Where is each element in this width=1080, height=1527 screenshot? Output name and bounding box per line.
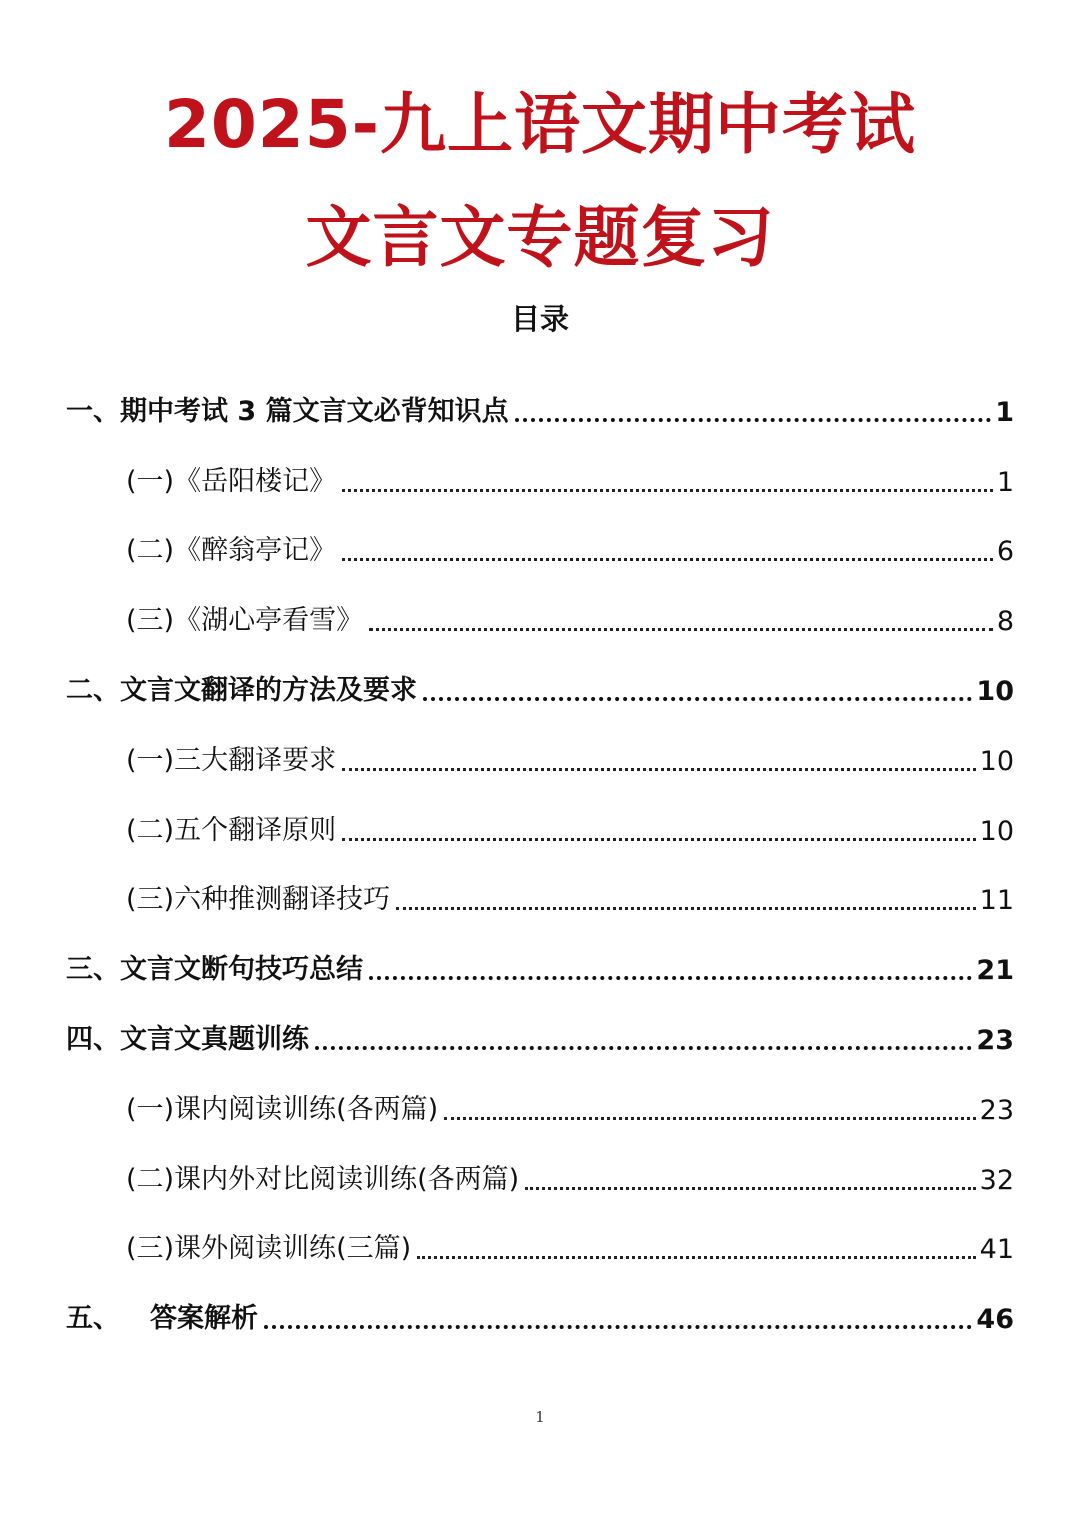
toc-entry-2-3[interactable] xyxy=(66,855,1014,925)
dot-leader xyxy=(369,964,972,980)
toc-entry-label: 一、期中考试 3 篇文言文必背知识点 xyxy=(66,395,509,427)
toc-entry-2-1[interactable] xyxy=(66,715,1014,785)
toc-entry-page: 8 xyxy=(996,606,1014,638)
document-title-line-1: 2025-九上语文期中考试 xyxy=(163,86,917,163)
page-number: 1 xyxy=(535,1408,545,1426)
toc-entry-page: 1 xyxy=(995,396,1014,428)
dot-leader xyxy=(342,756,976,771)
table-of-contents xyxy=(66,366,1014,1343)
toc-entry-2-2[interactable] xyxy=(66,785,1014,855)
document-title-line-2: 文言文专题复习 xyxy=(305,199,775,276)
toc-entry-1-3[interactable] xyxy=(66,575,1014,645)
toc-entry-page: 1 xyxy=(996,466,1014,498)
toc-entry-page: 32 xyxy=(979,1164,1014,1196)
toc-entry-1-1[interactable] xyxy=(66,436,1014,506)
toc-entry-label: 答案解析 xyxy=(150,1303,258,1335)
toc-entry-3[interactable] xyxy=(66,924,1014,994)
dot-leader xyxy=(264,1313,972,1329)
toc-entry-label: (二)五个翻译原则 xyxy=(126,814,337,846)
dot-leader xyxy=(342,826,976,841)
toc-entry-2[interactable] xyxy=(66,645,1014,715)
toc-entry-4[interactable] xyxy=(66,994,1014,1064)
dot-leader xyxy=(342,546,993,561)
toc-entry-page: 46 xyxy=(976,1304,1014,1336)
toc-entry-label: 三、文言文断句技巧总结 xyxy=(66,954,363,986)
dot-leader xyxy=(423,685,972,701)
dot-leader xyxy=(396,895,976,910)
toc-entry-label: (三)《湖心亭看雪》 xyxy=(126,605,364,637)
dot-leader xyxy=(315,1034,972,1050)
toc-heading: 目录 xyxy=(510,302,569,336)
toc-entry-label: (三)六种推测翻译技巧 xyxy=(126,884,391,916)
toc-entry-page: 6 xyxy=(996,536,1014,568)
toc-entry-page: 10 xyxy=(976,675,1014,707)
dot-leader xyxy=(417,1244,976,1259)
toc-entry-4-3[interactable] xyxy=(66,1204,1014,1274)
dot-leader xyxy=(515,406,992,422)
toc-entry-label: (一)《岳阳楼记》 xyxy=(126,465,337,497)
toc-entry-4-2[interactable] xyxy=(66,1134,1014,1204)
toc-entry-label: (二)课内外对比阅读训练(各两篇) xyxy=(126,1163,520,1195)
toc-entry-label: (二)《醉翁亭记》 xyxy=(126,535,337,567)
toc-entry-4-1[interactable] xyxy=(66,1064,1014,1134)
toc-entry-page: 11 xyxy=(979,885,1014,917)
toc-entry-label: 二、文言文翻译的方法及要求 xyxy=(66,674,417,706)
dot-leader xyxy=(369,616,993,631)
toc-entry-page: 23 xyxy=(979,1094,1014,1126)
toc-entry-page: 41 xyxy=(979,1234,1014,1266)
toc-entry-page: 23 xyxy=(976,1024,1014,1056)
toc-entry-page: 21 xyxy=(976,955,1014,987)
toc-entry-1[interactable] xyxy=(66,366,1014,436)
toc-entry-1-2[interactable] xyxy=(66,506,1014,576)
toc-entry-page: 10 xyxy=(979,745,1014,777)
toc-entry-label: 四、文言文真题训练 xyxy=(66,1023,309,1055)
dot-leader xyxy=(525,1175,976,1190)
toc-entry-prefix: 五、 xyxy=(66,1303,120,1335)
dot-leader xyxy=(444,1105,976,1120)
dot-leader xyxy=(342,477,993,492)
toc-entry-page: 10 xyxy=(979,815,1014,847)
toc-entry-label: (三)课外阅读训练(三篇) xyxy=(126,1233,412,1265)
toc-entry-label: (一)课内阅读训练(各两篇) xyxy=(126,1093,439,1125)
toc-entry-5[interactable] xyxy=(66,1273,1014,1343)
toc-entry-label: (一)三大翻译要求 xyxy=(126,744,337,776)
